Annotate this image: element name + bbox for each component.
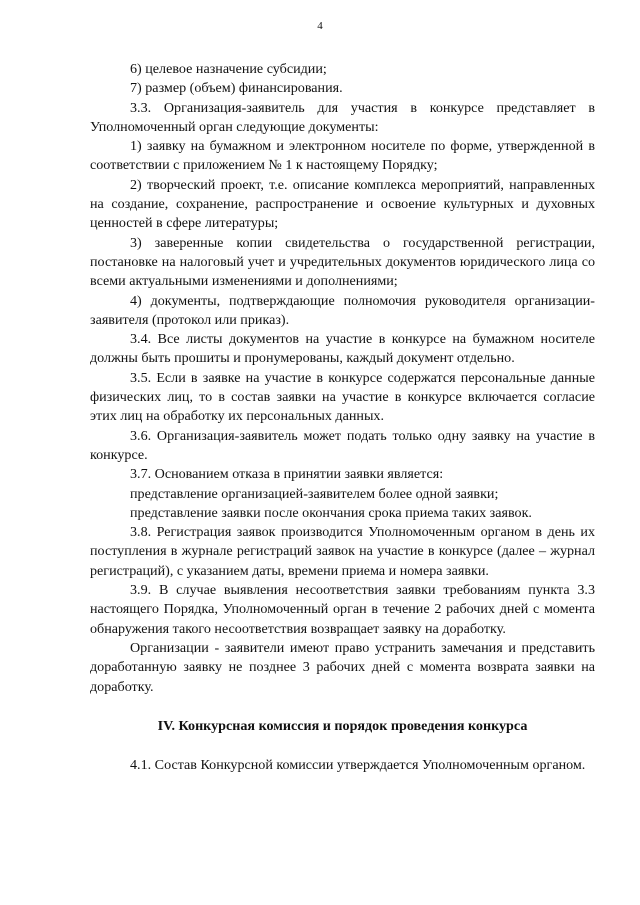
section-heading: IV. Конкурсная комиссия и порядок проведения конкурса <box>157 717 528 734</box>
paragraph: представление организацией-заявителем более одной заявки; <box>130 485 499 502</box>
paragraph: 6) целевое назначение субсидии; <box>130 61 327 77</box>
paragraph: 3.8. Регистрация заявок производится Уполномоченным органом в день их поступления в журнале регистраций заявок на участие в конкурсе (далее – журнал регистраций), с указанием даты, времени приема и номера заявки. <box>90 524 595 579</box>
paragraph: представление заявки после окончания срока приема таких заявок. <box>130 504 532 521</box>
paragraph: 3.6. Организация-заявитель может подать только одну заявку на участие в конкурсе. <box>90 427 595 463</box>
paragraph: 3.5. Если в заявке на участие в конкурсе содержатся персональные данные физических лиц, то в состав заявки на участие в конкурсе включается согласие этих лиц на обработку их персональных данных. <box>90 369 595 425</box>
paragraph: 4.1. Состав Конкурсной комиссии утверждается Уполномоченным органом. <box>130 757 586 774</box>
page-number: 4 <box>317 20 323 32</box>
paragraph: 7) размер (объем) финансирования. <box>130 80 343 97</box>
paragraph: 4) документы, подтверждающие полномочия руководителя организации-заявителя (протокол или приказ). <box>90 292 595 328</box>
document-body <box>90 60 595 775</box>
paragraph: 3.7. Основанием отказа в принятии заявки является: <box>130 466 444 483</box>
paragraph: 3.3. Организация-заявитель для участия в конкурсе представляет в Уполномоченный орган следующие документы: <box>90 99 595 135</box>
paragraph: 2) творческий проект, т.е. описание комплекса мероприятий, направленных на создание, сохранение, распространение и освоение культурных и духовных ценностей в сфере литературы; <box>90 176 595 232</box>
paragraph: 3.9. В случае выявления несоответствия заявки требованиям пункта 3.3 настоящего Порядка, Уполномоченный орган в течение 2 рабочих дней с момента обнаружения такого несоответствия возвращает заявку на доработку. <box>90 582 595 637</box>
paragraph: Организации - заявители имеют право устранить замечания и представить доработанную заявку не позднее 3 рабочих дней с момента возврата заявки на доработку. <box>90 639 595 695</box>
paragraph: 3) заверенные копии свидетельства о государственной регистрации, постановке на налоговый учет и учредительных документов юридического лица со всеми актуальными изменениями и дополнениями; <box>90 234 595 290</box>
paragraph: 1) заявку на бумажном и электронном носителе по форме, утвержденной в соответствии с приложением № 1 к настоящему Порядку; <box>90 138 595 174</box>
paragraph: 3.4. Все листы документов на участие в конкурсе на бумажном носителе должны быть прошиты и пронумерованы, каждый документ отдельно. <box>90 331 595 367</box>
